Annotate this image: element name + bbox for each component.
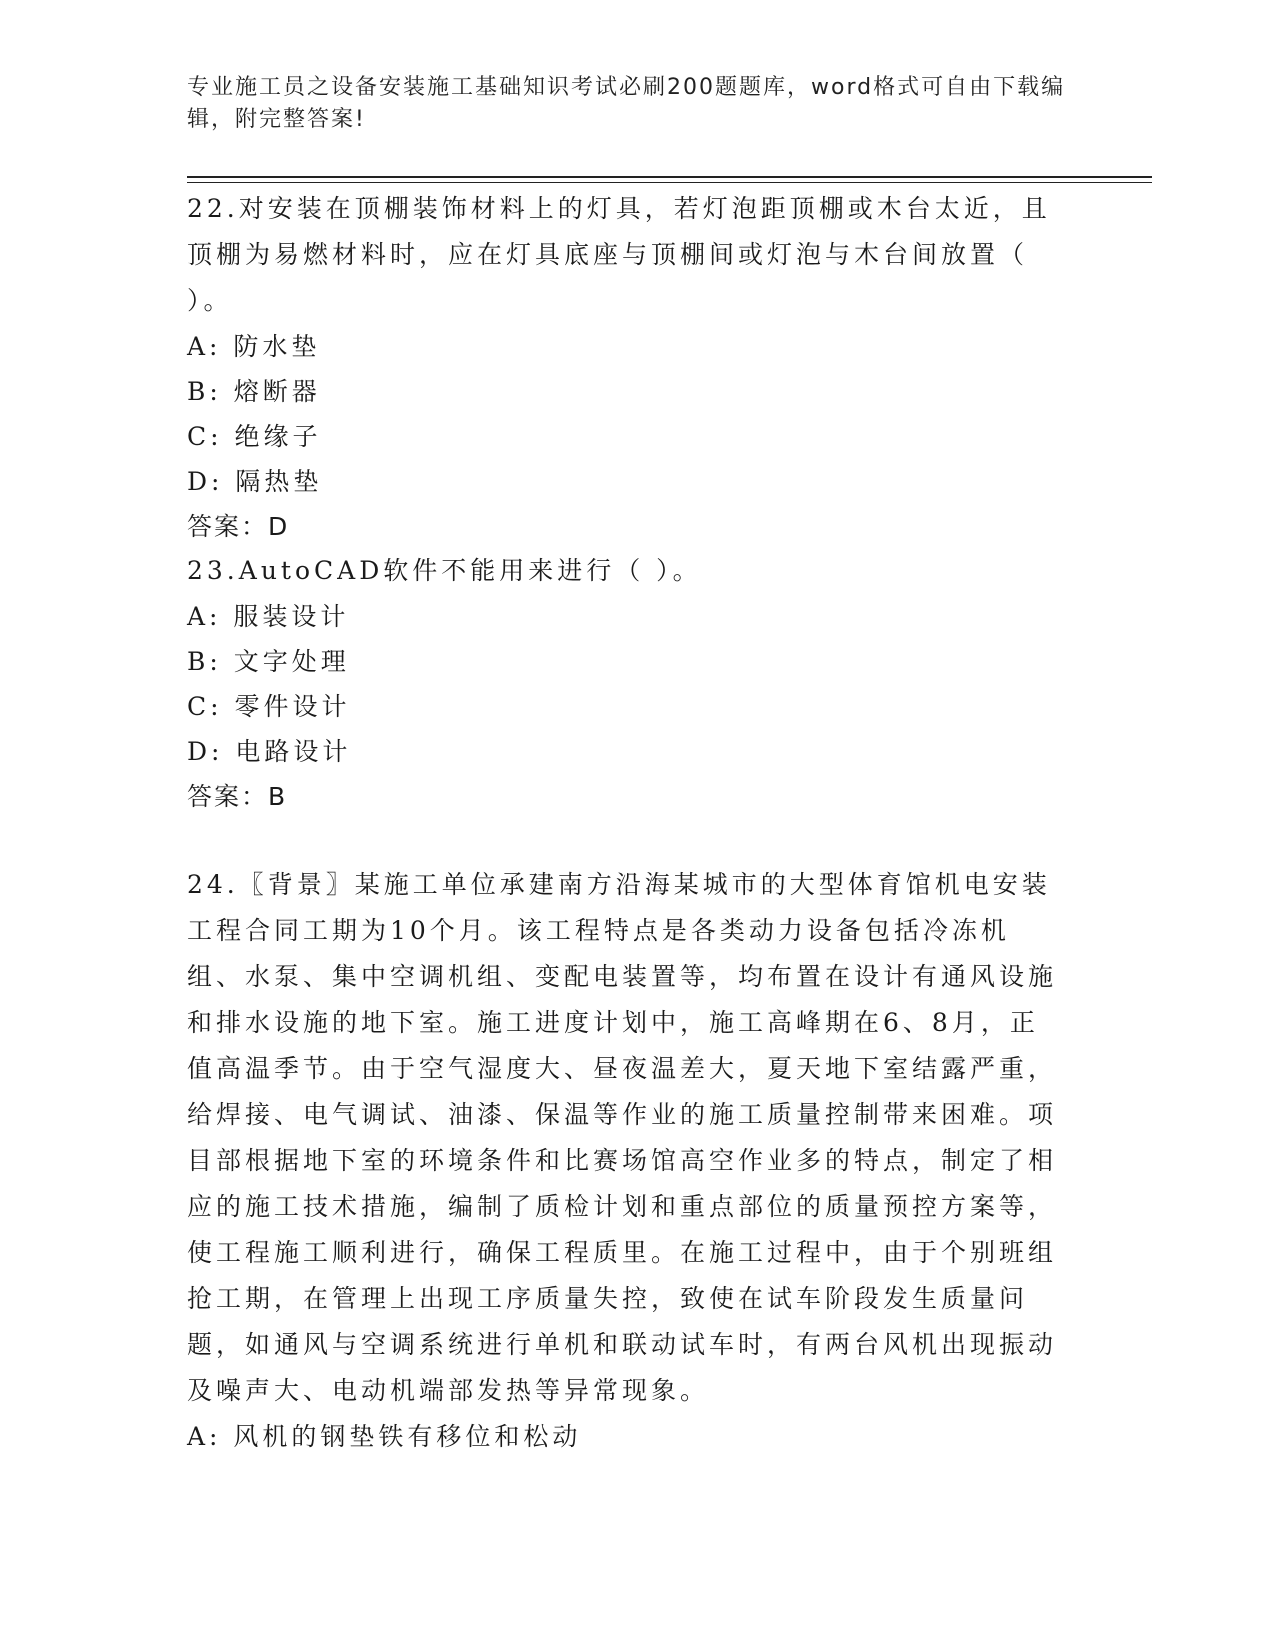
answer: 答案：B (187, 782, 288, 811)
option-b: B: 文字处理 (187, 647, 350, 676)
option-d: D: 电路设计 (187, 737, 352, 766)
answer: 答案：D (187, 512, 290, 541)
question-23 (187, 548, 1067, 819)
option-d: D: 隔热垫 (187, 467, 323, 496)
question-24 (187, 862, 1067, 1459)
question-stem: 24.〖背景〗某施工单位承建南方沿海某城市的大型体育馆机电安装工程合同工期为10个月。该工程特点是各类动力设备包括冷冻机组、水泵、集中空调机组、变配电装置等，均布置在设计有通风设施和排水设施的地下室。施工进度计划中，施工高峰期在6、8月，正值高温季节。由于空气湿度大、昼夜温差大，夏天地下室结露严重，给焊接、电气调试、油漆、保温等作业的施工质量控制带来困难。项目部根据地下室的环境条件和比赛场馆高空作业多的特点，制定了相应的施工技术措施，编制了质检计划和重点部位的质量预控方案等，使工程施工顺利进行，确保工程质里。在施工过程中，由于个别班组抢工期，在管理上出现工序质量失控，致使在试车阶段发生质量问题，如通风与空调系统进行单机和联动试车时，有两台风机出现振动及噪声大、电动机端部发热等异常现象。 (187, 870, 1058, 1405)
question-stem: 22.对安装在顶棚装饰材料上的灯具，若灯泡距顶棚或木台太近，且顶棚为易燃材料时，应在灯具底座与顶棚间或灯泡与木台间放置（ ）。 (187, 194, 1051, 315)
option-a: A: 风机的钢垫铁有移位和松动 (187, 1422, 582, 1451)
header-divider-thin (187, 182, 1152, 183)
question-stem: 23.AutoCAD软件不能用来进行（ ）。 (187, 556, 702, 585)
document-header: 专业施工员之设备安装施工基础知识考试必刷200题题库，word格式可自由下载编辑，附完整答案! (187, 75, 1066, 132)
option-a: A: 服装设计 (187, 602, 350, 631)
header-divider-thick (187, 176, 1152, 178)
question-22 (187, 186, 1067, 549)
option-c: C: 绝缘子 (187, 422, 322, 451)
option-b: B: 熔断器 (187, 377, 321, 406)
option-c: C: 零件设计 (187, 692, 351, 721)
option-a: A: 防水垫 (187, 332, 321, 361)
